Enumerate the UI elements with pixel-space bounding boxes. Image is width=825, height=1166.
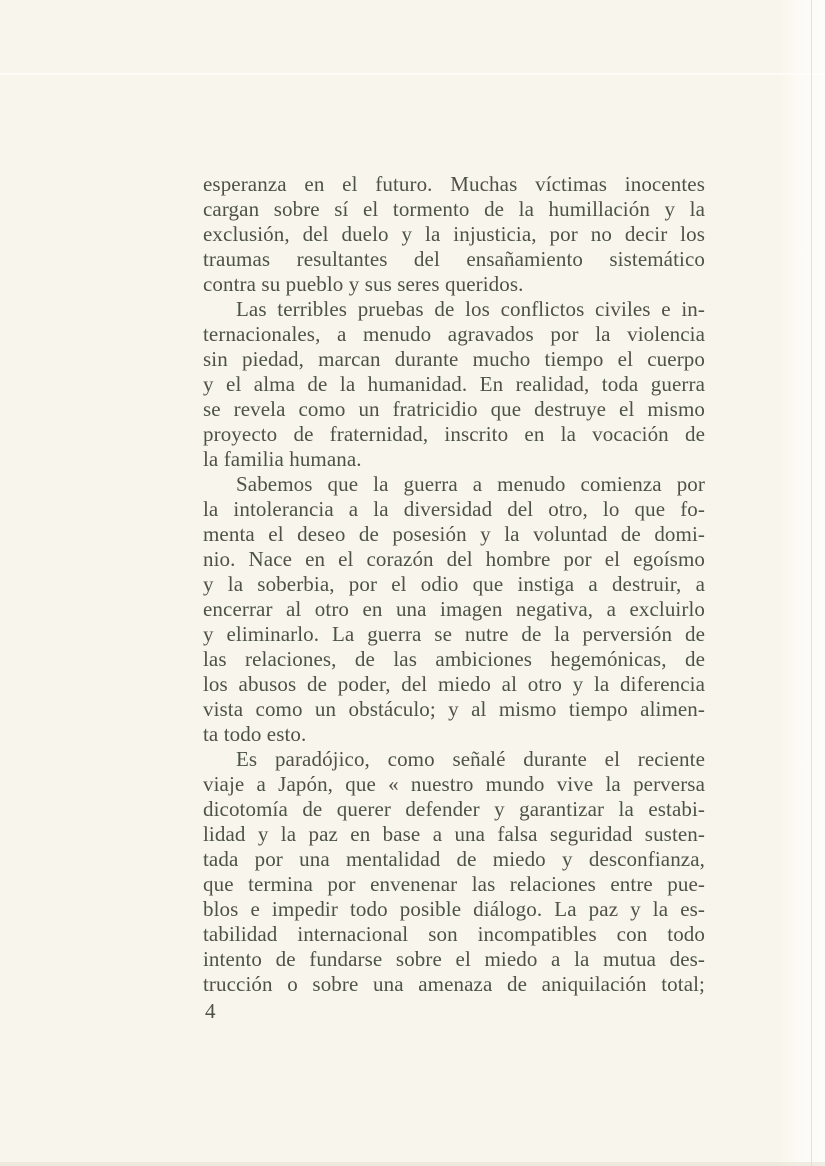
- text-line: blos e impedir todo posible diálogo. La paz y la es-: [203, 897, 705, 921]
- text-line: Sabemos que la guerra a menudo comienza por: [236, 472, 705, 496]
- text-line: y eliminarlo. La guerra se nutre de la perversión de: [203, 622, 705, 646]
- scan-artifact-line: [0, 73, 825, 75]
- text-line: cargan sobre sí el tormento de la humillación y la: [203, 197, 705, 221]
- page-number: 4: [205, 999, 216, 1023]
- text-line: tabilidad internacional son incompatibles con todo: [203, 922, 705, 946]
- page-edge-highlight: [779, 0, 825, 1166]
- text-line: traumas resultantes del ensañamiento sistemático: [203, 247, 705, 271]
- text-line: ta todo esto.: [203, 722, 307, 746]
- text-line: proyecto de fraternidad, inscrito en la vocación de: [203, 422, 705, 446]
- text-line: los abusos de poder, del miedo al otro y la diferencia: [203, 672, 705, 696]
- text-line: menta el deseo de posesión y la voluntad de domi-: [203, 522, 705, 546]
- text-line: y el alma de la humanidad. En realidad, toda guerra: [203, 372, 705, 396]
- text-line: nio. Nace en el corazón del hombre por el egoísmo: [203, 547, 705, 571]
- text-line: intento de fundarse sobre el miedo a la mutua des-: [203, 947, 705, 971]
- text-line: y la soberbia, por el odio que instiga a destruir, a: [203, 572, 705, 596]
- text-line: dicotomía de querer defender y garantizar la estabi-: [203, 797, 705, 821]
- text-line: vista como un obstáculo; y al mismo tiempo alimen-: [203, 697, 705, 721]
- text-line: ternacionales, a menudo agravados por la violencia: [203, 322, 705, 346]
- body-text-block: [203, 172, 705, 997]
- text-line: la familia humana.: [203, 447, 362, 471]
- text-line: que termina por envenenar las relaciones entre pue-: [203, 872, 705, 896]
- paragraph: [203, 172, 705, 297]
- page-crease-line: [811, 0, 812, 1166]
- text-line: tada por una mentalidad de miedo y desconfianza,: [203, 847, 705, 871]
- text-line: se revela como un fratricidio que destruye el mismo: [203, 397, 705, 421]
- text-line: encerrar al otro en una imagen negativa, a excluirlo: [203, 597, 705, 621]
- text-line: la intolerancia a la diversidad del otro, lo que fo-: [203, 497, 705, 521]
- text-line: trucción o sobre una amenaza de aniquilación total;: [203, 972, 705, 996]
- paragraph: [203, 747, 705, 997]
- text-line: Las terribles pruebas de los conflictos civiles e in-: [236, 297, 705, 321]
- text-line: Es paradójico, como señalé durante el reciente: [236, 747, 705, 771]
- paragraph: [203, 297, 705, 472]
- text-line: sin piedad, marcan durante mucho tiempo el cuerpo: [203, 347, 705, 371]
- text-line: lidad y la paz en base a una falsa seguridad susten-: [203, 822, 705, 846]
- text-line: las relaciones, de las ambiciones hegemónicas, de: [203, 647, 705, 671]
- paragraph: [203, 472, 705, 747]
- text-line: contra su pueblo y sus seres queridos.: [203, 272, 524, 296]
- text-line: viaje a Japón, que « nuestro mundo vive la perversa: [203, 772, 705, 796]
- text-line: exclusión, del duelo y la injusticia, por no decir los: [203, 222, 705, 246]
- text-line: esperanza en el futuro. Muchas víctimas inocentes: [203, 172, 705, 196]
- scan-bottom-edge: [0, 1162, 825, 1166]
